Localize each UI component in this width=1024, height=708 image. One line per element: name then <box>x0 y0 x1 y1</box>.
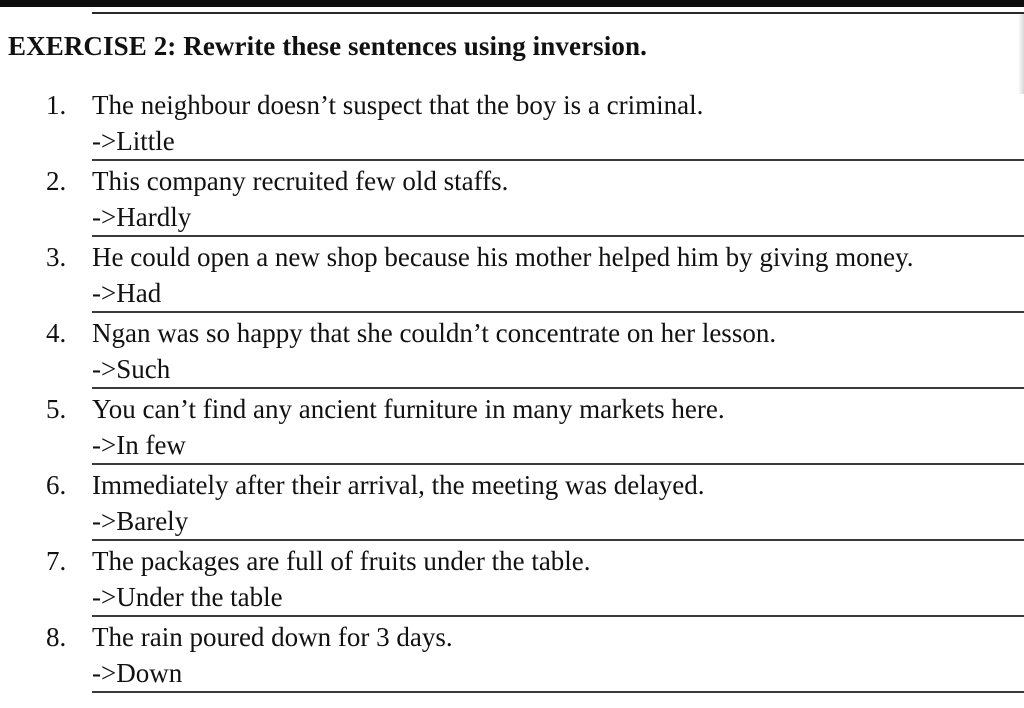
top-dark-bar <box>0 0 1024 7</box>
item-sentence: The rain poured down for 3 days. <box>92 622 453 652</box>
item-prompt: ->Under the table <box>92 582 283 612</box>
item-sentence: He could open a new shop because his mother helped him by giving money. <box>92 242 914 272</box>
item-sentence: You can’t find any ancient furniture in many markets here. <box>92 394 725 424</box>
exercise-item <box>0 315 1024 391</box>
exercise-item <box>0 543 1024 619</box>
answer-line[interactable] <box>92 387 1024 389</box>
exercise-item <box>0 467 1024 543</box>
answer-line[interactable] <box>92 615 1024 617</box>
item-prompt: ->Barely <box>92 506 189 536</box>
answer-line[interactable] <box>92 311 1024 313</box>
item-sentence: Ngan was so happy that she couldn’t concentrate on her lesson. <box>92 318 777 348</box>
item-sentence: The packages are full of fruits under the table. <box>92 546 591 576</box>
page-edge-shadow <box>1018 14 1024 94</box>
exercise-item <box>0 87 1024 163</box>
item-prompt: ->Had <box>92 278 162 308</box>
item-prompt: ->Such <box>92 354 171 384</box>
exercise-item <box>0 239 1024 315</box>
item-sentence: This company recruited few old staffs. <box>92 166 509 196</box>
item-prompt: ->Hardly <box>92 202 192 232</box>
top-rule <box>92 12 1024 14</box>
item-sentence: Immediately after their arrival, the meeting was delayed. <box>92 470 705 500</box>
exercise-item <box>0 619 1024 695</box>
item-prompt: ->In few <box>92 430 186 460</box>
exercise-item <box>0 391 1024 467</box>
item-number: 8. <box>46 622 67 652</box>
answer-line[interactable] <box>92 235 1024 237</box>
exercise-title: EXERCISE 2: Rewrite these sentences using inversion. <box>8 31 647 61</box>
exercise-list <box>0 87 1024 695</box>
item-number: 2. <box>46 166 67 196</box>
item-number: 4. <box>46 318 67 348</box>
item-number: 5. <box>46 394 67 424</box>
item-prompt: ->Down <box>92 658 183 688</box>
item-prompt: ->Little <box>92 126 175 156</box>
exercise-item <box>0 163 1024 239</box>
answer-line[interactable] <box>92 691 1024 693</box>
item-number: 1. <box>46 90 67 120</box>
answer-line[interactable] <box>92 539 1024 541</box>
item-sentence: The neighbour doesn’t suspect that the boy is a criminal. <box>92 90 704 120</box>
answer-line[interactable] <box>92 159 1024 161</box>
answer-line[interactable] <box>92 463 1024 465</box>
item-number: 6. <box>46 470 67 500</box>
item-number: 7. <box>46 546 67 576</box>
item-number: 3. <box>46 242 67 272</box>
